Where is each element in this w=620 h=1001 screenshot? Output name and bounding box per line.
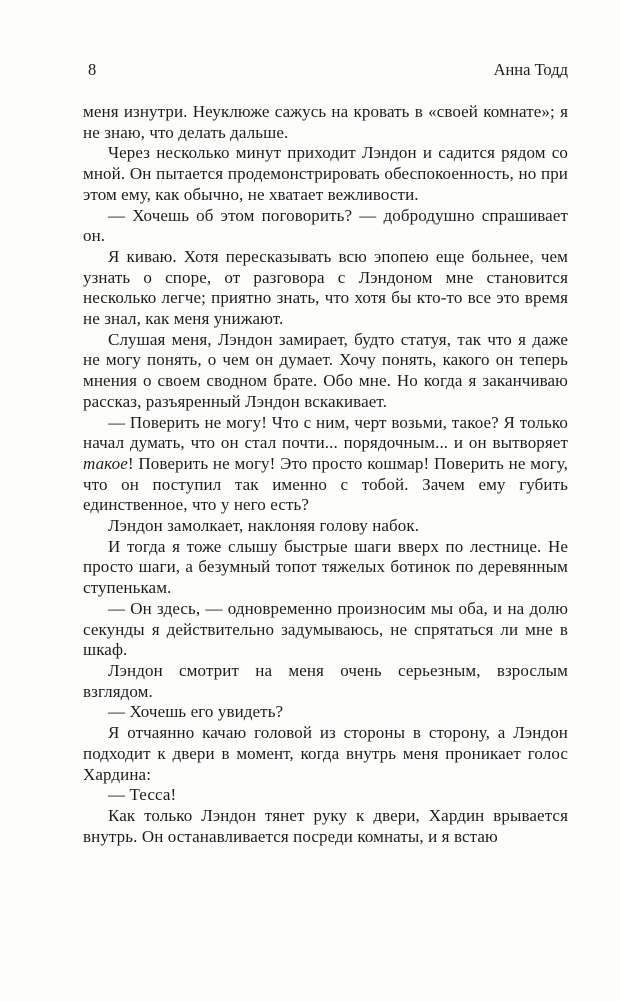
- paragraph: Я отчаянно качаю головой из стороны в сторону, а Лэндон подходит к двери в момент, когда внутрь меня проникает голос Хардина:: [83, 723, 568, 784]
- paragraph-text: ! Поверить не могу! Это просто кошмар! Поверить не могу, что он поступил так именно с тобой. Зачем ему губить единственное, что у него есть?: [83, 453, 568, 515]
- paragraph: Через несколько минут приходит Лэндон и садится рядом со мной. Он пытается продемонстрировать обеспокоенность, но при этом ему, как обычно, не хватает вежливости.: [83, 143, 568, 204]
- page-number: 8: [88, 60, 97, 79]
- paragraph-dialogue: — Тесса!: [108, 785, 177, 805]
- paragraph: Я киваю. Хотя пересказывать всю эпопею еще больнее, чем узнать о споре, от разговора с Лэндоном мне становится несколько легче; приятно знать, что хотя бы кто-то все это время не знал, как меня унижают.: [83, 246, 568, 329]
- running-header-author: Анна Тодд: [493, 60, 568, 79]
- paragraph: Слушая меня, Лэндон замирает, будто статуя, так что я даже не могу понять, о чем он думает. Хочу понять, какого он теперь мнения о своем сводном брате. Обо мне. Но когда я заканчиваю рассказ, разъяренный Лэндон вскакивает.: [83, 329, 568, 411]
- paragraph: Лэндон смотрит на меня очень серьезным, взрослым взглядом.: [83, 660, 568, 701]
- paragraph-dialogue: [83, 413, 568, 517]
- paragraph-dialogue: — Хочешь его увидеть?: [108, 702, 284, 722]
- running-header: [83, 60, 568, 80]
- paragraph: И тогда я тоже слышу быстрые шаги вверх по лестнице. Не просто шаги, а безумный топот тяжелых ботинок по деревянным ступенькам.: [83, 536, 568, 598]
- page-body: [83, 102, 568, 847]
- emphasized-word: такое: [83, 453, 128, 473]
- paragraph: Как только Лэндон тянет руку к двери, Хардин врывается внутрь. Он останавливается посреди комнаты, и я встаю: [83, 805, 568, 846]
- paragraph-dialogue: — Хочешь об этом поговорить? — добродушно спрашивает он.: [83, 205, 568, 246]
- paragraph-dialogue: — Он здесь, — одновременно произносим мы оба, и на долю секунды я действительно задумываюсь, не спрятаться ли мне в шкаф.: [83, 598, 568, 660]
- paragraph-text: — Поверить не могу! Что с ним, черт возьми, такое? Я только начал думать, что он стал почти... порядочным... и он вытворяет: [83, 412, 568, 453]
- paragraph: меня изнутри. Неуклюже сажусь на кровать в «своей комнате»; я не знаю, что делать дальше.: [83, 102, 568, 142]
- paragraph: Лэндон замолкает, наклоняя голову набок.: [108, 516, 420, 536]
